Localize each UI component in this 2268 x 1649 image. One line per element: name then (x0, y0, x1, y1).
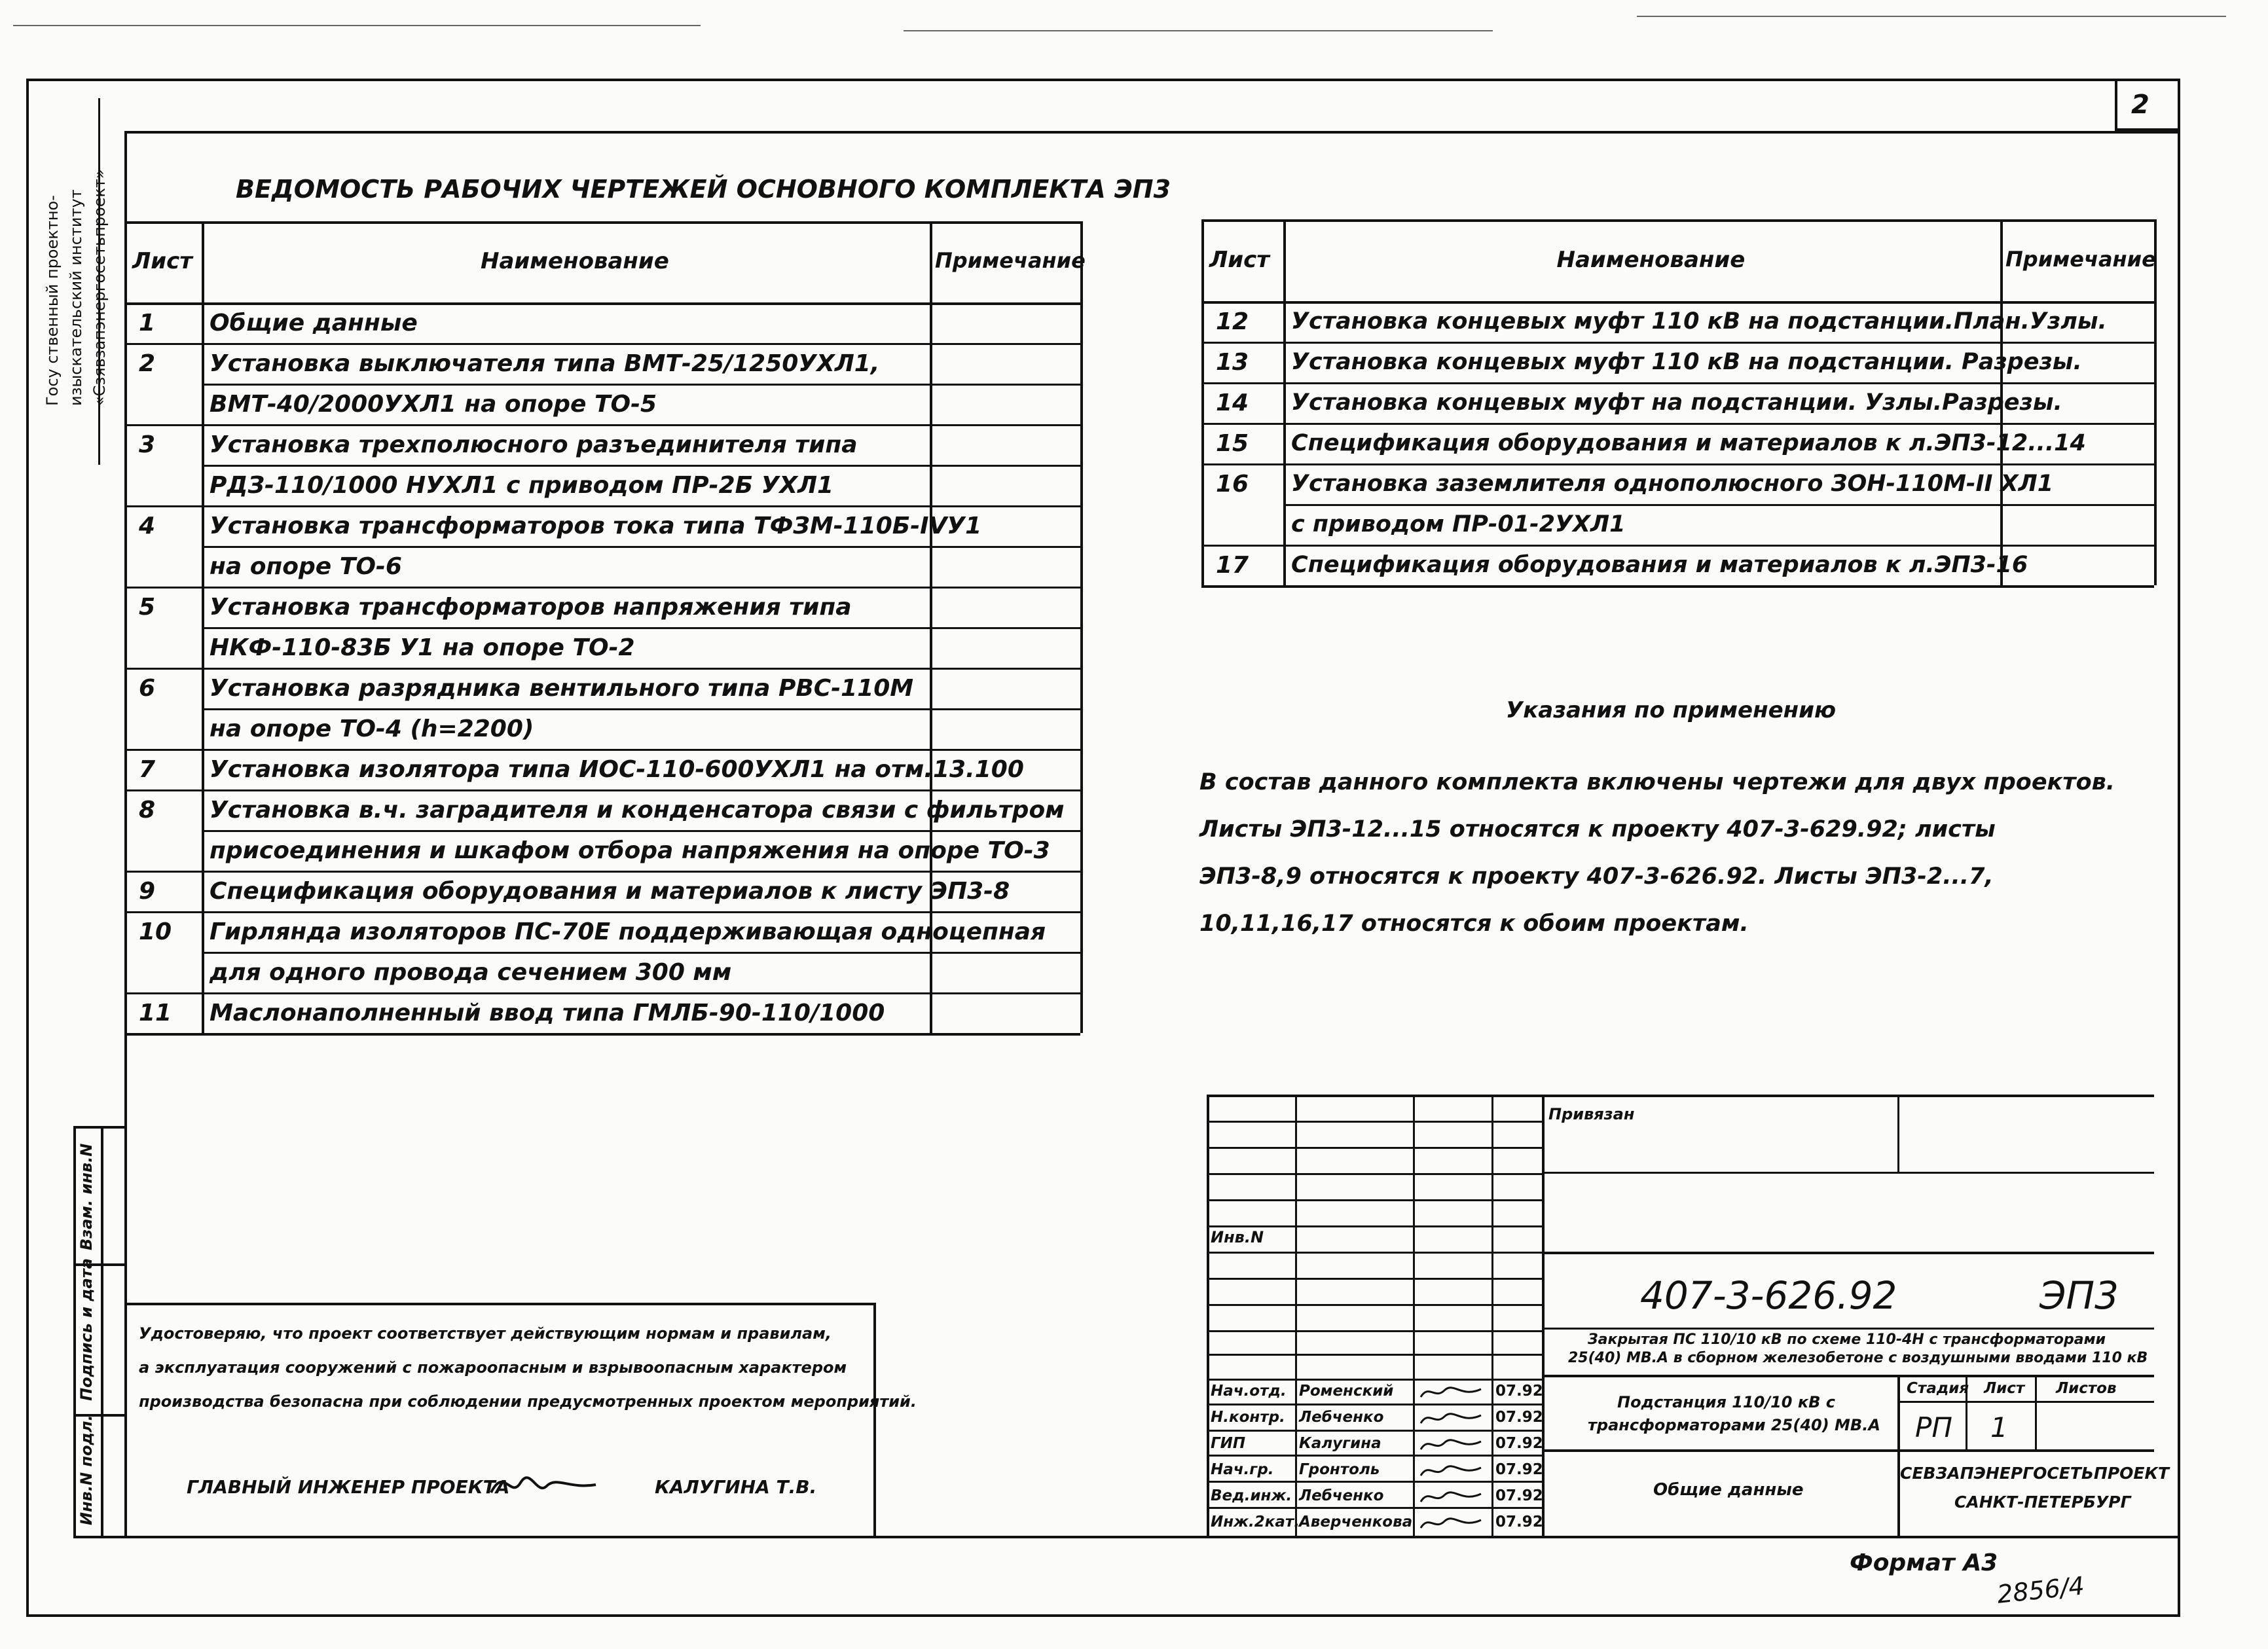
row-sheet-number: 11 (139, 1000, 172, 1026)
format-label: Формат А3 (1850, 1549, 1998, 1576)
row-name: Установка выключателя типа ВМТ-25/1250УХЛ1, (210, 350, 880, 377)
main-title: ВЕДОМОСТЬ РАБОЧИХ ЧЕРТЕЖЕЙ ОСНОВНОГО КОМПЛЕКТА ЭП3 (236, 175, 1171, 204)
row-name: Маслонаполненный ввод типа ГМЛБ-90-110/1000 (210, 1000, 885, 1026)
row-sheet-number: 2 (139, 350, 156, 377)
row-name: Спецификация оборудования и материалов к л.ЭП3-16 (1291, 552, 2028, 578)
row-sheet-number: 3 (139, 431, 156, 458)
staff-date: 07.92 (1495, 1487, 1543, 1504)
row-name: Спецификация оборудования и материалов к листу ЭП3-8 (210, 878, 1010, 905)
row-sheet-number: 7 (139, 756, 156, 783)
set-code: ЭП3 (2039, 1273, 2119, 1318)
row-sheet-number: 17 (1216, 552, 1249, 579)
staff-signature (1416, 1406, 1488, 1430)
row-name: для одного провода сечением 300 мм (210, 959, 732, 986)
staff-role: Инж.2кат. (1211, 1513, 1300, 1531)
sheet-label: Лист (1984, 1380, 2025, 1397)
row-name: Общие данные (210, 310, 418, 336)
staff-date: 07.92 (1495, 1461, 1543, 1478)
row-name: на опоре ТО-4 (h=2200) (210, 716, 534, 742)
sheet-value: 1 (1990, 1411, 2008, 1443)
row-sheet-number: 13 (1216, 349, 1249, 376)
staff-date: 07.92 (1495, 1513, 1543, 1531)
archive-number: 2856/4 (1996, 1571, 2086, 1609)
row-name: Спецификация оборудования и материалов к л.ЭП3-12...14 (1291, 430, 2086, 456)
sheet-name: Общие данные (1653, 1480, 1804, 1500)
row-name: присоединения и шкафом отбора напряжения на опоре ТО-3 (210, 837, 1050, 864)
staff-role: Нач.отд. (1211, 1383, 1287, 1400)
row-name: Установка концевых муфт 110 кВ на подстанции.План.Узлы. (1291, 308, 2107, 335)
row-sheet-number: 1 (139, 310, 156, 336)
row-name: Установка в.ч. заградителя и конденсатора связи с фильтром (210, 797, 1065, 824)
row-sheet-number: 15 (1216, 430, 1249, 457)
staff-signature (1416, 1485, 1488, 1508)
usage-line: ЭП3-8,9 относятся к проекту 407-3-626.92. Листы ЭП3-2...7, (1199, 863, 1994, 890)
row-name: ВМТ-40/2000УХЛ1 на опоре ТО-5 (210, 391, 657, 418)
row-sheet-number: 10 (139, 918, 172, 945)
chief-engineer-name: КАЛУГИНА Т.В. (655, 1476, 817, 1498)
header-name: Наименование (1556, 246, 1746, 273)
org-city: САНКТ-ПЕТЕРБУРГ (1954, 1493, 2131, 1512)
staff-name: Аверченкова (1299, 1513, 1413, 1531)
podpis-data-label: Подпись и дата (77, 1258, 96, 1401)
staff-name: Гронтоль (1299, 1461, 1380, 1478)
object-line: Подстанция 110/10 кВ с (1617, 1393, 1836, 1411)
row-name: Установка концевых муфт на подстанции. Узлы.Разрезы. (1291, 390, 2062, 416)
row-name: с приводом ПР-01-2УХЛ1 (1291, 511, 1626, 537)
project-code: 407-3-626.92 (1640, 1273, 1897, 1318)
row-name: НКФ-110-83Б У1 на опоре ТО-2 (210, 634, 635, 661)
staff-name: Роменский (1299, 1383, 1394, 1400)
row-name: РДЗ-110/1000 НУХЛ1 с приводом ПР-2Б УХЛ1 (210, 472, 834, 499)
description-line: Закрытая ПС 110/10 кВ по схеме 110-4Н с трансформаторами (1588, 1332, 2106, 1348)
staff-signature (1416, 1432, 1488, 1456)
row-name: на опоре ТО-6 (210, 553, 402, 580)
row-name: Установка трансформаторов напряжения типа (210, 594, 852, 621)
stage-value: РП (1915, 1411, 1952, 1443)
stage-label: Стадия (1907, 1380, 1969, 1397)
row-name: Установка концевых муфт 110 кВ на подстанции. Разрезы. (1291, 349, 2082, 375)
staff-role: ГИП (1211, 1435, 1246, 1452)
header-note: Примечание (2005, 246, 2156, 272)
staff-name: Калугина (1299, 1435, 1381, 1452)
usage-title: Указания по применению (1506, 697, 1837, 723)
staff-date: 07.92 (1495, 1383, 1543, 1400)
sheets-label: Листов (2056, 1380, 2117, 1397)
cert-line: Удостоверяю, что проект соответствует действующим нормам и правилам, (139, 1324, 832, 1343)
stamp-line: Госу ственный проектно- (43, 195, 62, 406)
usage-line: Листы ЭП3-12...15 относятся к проекту 407-3-629.92; листы (1199, 816, 1996, 843)
row-sheet-number: 14 (1216, 390, 1249, 416)
chief-engineer-position: ГЛАВНЫЙ ИНЖЕНЕР ПРОЕКТА (187, 1476, 510, 1498)
usage-line: В состав данного комплекта включены чертежи для двух проектов. (1199, 769, 2115, 795)
vzam-inv-label: Взам. инв.N (77, 1143, 96, 1250)
stamp-line: «Сзявзапэнергосетьпроект» (90, 169, 109, 406)
sheet-number: 2 (2131, 90, 2149, 120)
org-name: СЕВЗАПЭНЕРГОСЕТЬПРОЕКТ (1900, 1464, 2169, 1483)
row-sheet-number: 8 (139, 797, 156, 824)
row-sheet-number: 9 (139, 878, 156, 905)
object-line: трансформаторами 25(40) МВ.А (1588, 1416, 1880, 1434)
staff-signature (1416, 1380, 1488, 1404)
row-name: Установка трансформаторов тока типа ТФЗМ-110Б-IVУ1 (210, 513, 982, 539)
stamp-line: изыскательский институт (67, 189, 85, 406)
header-sheet: Лист (132, 248, 192, 274)
staff-date: 07.92 (1495, 1409, 1543, 1426)
staff-role: Вед.инж. (1211, 1487, 1292, 1504)
staff-signature (1416, 1459, 1488, 1482)
usage-line: 10,11,16,17 относятся к обоим проектам. (1199, 911, 1749, 937)
row-name: Установка трехполюсного разъединителя типа (210, 431, 858, 458)
header-name: Наименование (481, 248, 669, 274)
chief-engineer-signature (485, 1460, 602, 1506)
cert-line: а эксплуатация сооружений с пожароопасным и взрывоопасным характером (139, 1358, 847, 1377)
inv-podl-label: Инв.N подл. (77, 1415, 96, 1525)
description-line: 25(40) МВ.А в сборном железобетоне с воздушными вводами 110 кВ (1568, 1350, 2148, 1366)
staff-name: Лебченко (1299, 1409, 1384, 1426)
staff-date: 07.92 (1495, 1435, 1543, 1452)
row-sheet-number: 12 (1216, 308, 1249, 335)
row-name: Установка разрядника вентильного типа РВС-110М (210, 675, 914, 702)
inv-number-label: Инв.N (1211, 1228, 1264, 1246)
header-sheet: Лист (1209, 246, 1270, 273)
cert-line: производства безопасна при соблюдении предусмотренных проектом мероприятий. (139, 1392, 917, 1411)
staff-signature (1416, 1511, 1488, 1534)
row-name: Установка изолятора типа ИОС-110-600УХЛ1 на отм.13.100 (210, 756, 1024, 783)
row-sheet-number: 16 (1216, 471, 1249, 498)
staff-name: Лебченко (1299, 1487, 1384, 1504)
row-name: Установка заземлителя однополюсного ЗОН-110М-II ХЛ1 (1291, 471, 2054, 497)
staff-role: Нач.гр. (1211, 1461, 1274, 1478)
header-note: Примечание (935, 248, 1086, 273)
privyazan-label: Привязан (1548, 1105, 1635, 1123)
row-sheet-number: 6 (139, 675, 156, 702)
row-sheet-number: 4 (139, 513, 156, 539)
row-sheet-number: 5 (139, 594, 156, 621)
row-name: Гирлянда изоляторов ПС-70Е поддерживающая одноцепная (210, 918, 1046, 945)
staff-role: Н.контр. (1211, 1409, 1285, 1426)
